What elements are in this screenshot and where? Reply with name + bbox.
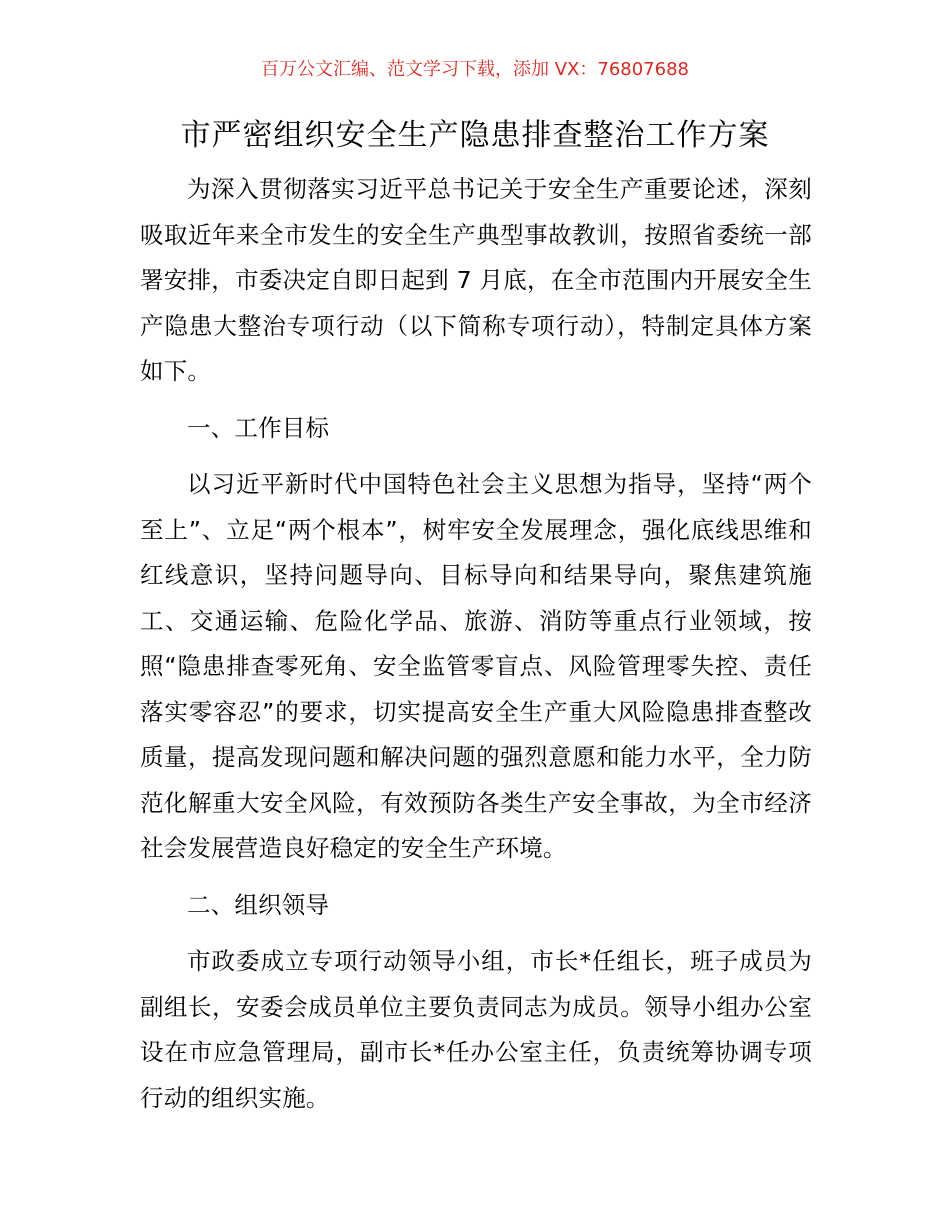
section-body-goals: 以习近平新时代中国特色社会主义思想为指导，坚持“两个至上”、立足“两个根本”，树牢安全发展理念，强化底线思维和红线意识，坚持问题导向、目标导向和结果导向，聚焦建筑施工、交通运输、危险化学品、旅游、消防等重点行业领域，按照“隐患排查零死角、安全监管零盲点、风险管理零失控、责任落实零容忍”的要求，切实提高安全生产重大风险隐患排查整改质量，提高发现问题和解决问题的强烈意愿和能力水平，全力防范化解重大安全风险，有效预防各类生产安全事故，为全市经济社会发展营造良好稳定的安全生产环境。 — [140, 470, 812, 862]
section-heading-goals: 一、工作目标 — [187, 413, 330, 442]
intro-paragraph: 为深入贯彻落实习近平总书记关于安全生产重要论述，深刻吸取近年来全市发生的安全生产典型事故教训，按照省委统一部署安排，市委决定自即日起到 7 月底，在全市范围内开展安全生产隐患大整治专项行动（以下简称专项行动），特制定具体方案如下。 — [140, 175, 812, 385]
document-body — [140, 167, 812, 1132]
document-title: 市严密组织安全生产隐患排查整治工作方案 — [180, 118, 770, 153]
section-body-leadership: 市政委成立专项行动领导小组，市长*任组长，班子成员为副组长，安委会成员单位主要负责同志为成员。领导小组办公室设在市应急管理局，副市长*任办公室主任，负责统筹协调专项行动的组织实施。 — [140, 947, 812, 1112]
section-heading-leadership: 二、组织领导 — [187, 890, 330, 919]
header-note: 百万公文汇编、范文学习下载，添加 VX：76807688 — [261, 59, 689, 80]
